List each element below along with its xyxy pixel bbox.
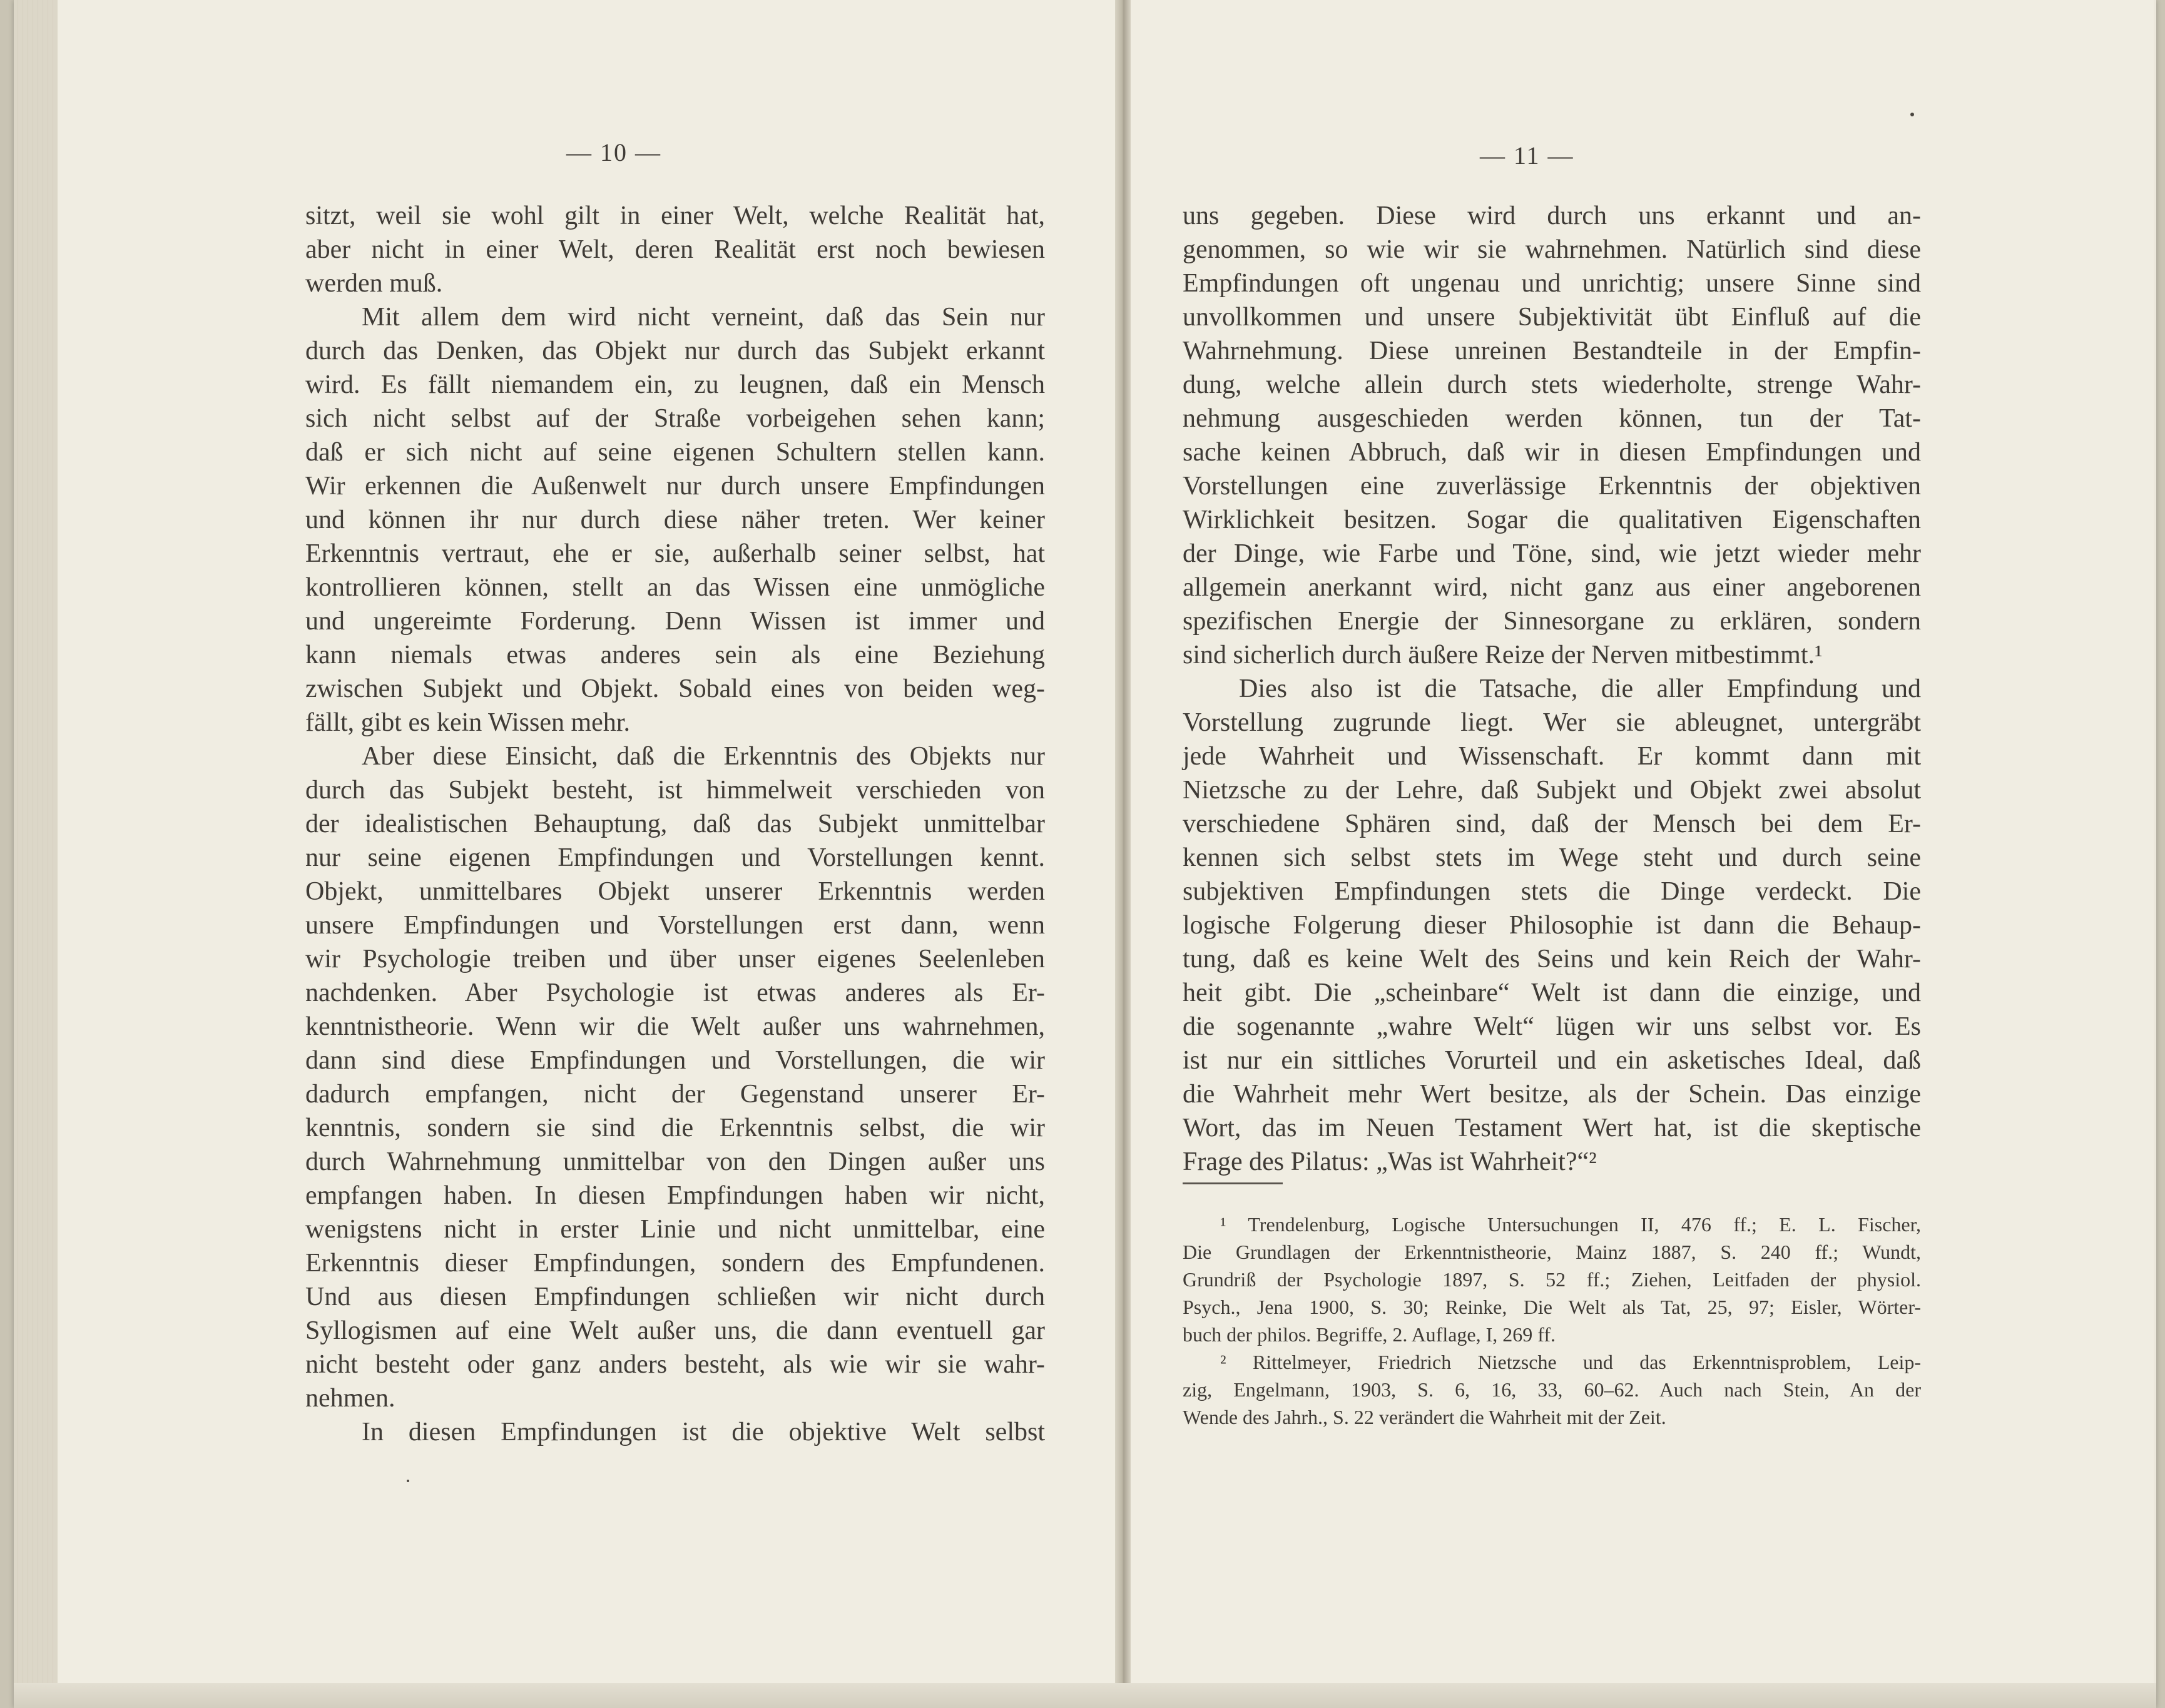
footnote-divider	[1183, 1182, 1283, 1184]
text-line: sind sicherlich durch äußere Reize der Nerven mitbestimmt.¹	[1183, 641, 1823, 669]
text-line: subjektiven Empfindungen stets die Dinge verdeckt. Die	[1183, 877, 1921, 906]
text-line: In diesen Empfindungen ist die objektive Welt selbst	[362, 1418, 1045, 1446]
text-line: wir Psychologie treiben und über unser eigenes Seelenleben	[305, 945, 1045, 973]
text-line: dung, welche allein durch stets wiederholte, strenge Wahr-	[1183, 370, 1921, 399]
text-line: dadurch empfangen, nicht der Gegenstand unserer Er-	[305, 1080, 1045, 1109]
text-line: Wort, das im Neuen Testament Wert hat, ist die skeptische	[1183, 1114, 1921, 1142]
text-line: nehmen.	[305, 1384, 395, 1413]
left-page-body	[305, 199, 1045, 1449]
page-stack-edge	[14, 0, 58, 1708]
text-line: wird. Es fällt niemandem ein, zu leugnen, daß ein Mensch	[305, 370, 1045, 399]
text-line: sich nicht selbst auf der Straße vorbeigehen sehen kann;	[305, 404, 1045, 433]
text-line: empfangen haben. In diesen Empfindungen haben wir nicht,	[305, 1181, 1045, 1210]
text-line: kann niemals etwas anderes sein als eine Beziehung	[305, 641, 1045, 669]
footnote-line: ² Rittelmeyer, Friedrich Nietzsche und das Erkenntnisproblem, Leip-	[1220, 1351, 1921, 1373]
text-line: unsere Empfindungen und Vorstellungen erst dann, wenn	[305, 911, 1045, 940]
text-line: der Dinge, wie Farbe und Töne, sind, wie jetzt wieder mehr	[1183, 539, 1921, 568]
text-line: nachdenken. Aber Psychologie ist etwas anderes als Er-	[305, 979, 1045, 1007]
text-line: Nietzsche zu der Lehre, daß Subjekt und Objekt zwei absolut	[1183, 776, 1921, 805]
text-line: nicht besteht oder ganz anders besteht, als wie wir sie wahr-	[305, 1350, 1045, 1379]
text-line: nur seine eigenen Empfindungen und Vorstellungen kennt.	[305, 843, 1045, 872]
text-line: uns gegeben. Diese wird durch uns erkannt und an-	[1183, 201, 1921, 230]
text-line: kennen sich selbst stets im Wege steht und durch seine	[1183, 843, 1921, 872]
footnote-line: Die Grundlagen der Erkenntnistheorie, Mainz 1887, S. 240 ff.; Wundt,	[1183, 1241, 1921, 1263]
text-line: und können ihr nur durch diese näher treten. Wer keiner	[305, 506, 1045, 534]
text-line: durch Wahrnehmung unmittelbar von den Dingen außer uns	[305, 1147, 1045, 1176]
text-line: verschiedene Sphären sind, daß der Mensch bei dem Er-	[1183, 810, 1921, 838]
text-line: fällt, gibt es kein Wissen mehr.	[305, 708, 630, 737]
text-line: unvollkommen und unsere Subjektivität übt Einfluß auf die	[1183, 303, 1921, 332]
bottom-page-edge	[14, 1683, 2156, 1708]
text-line: Erkenntnis dieser Empfindungen, sondern des Empfundenen.	[305, 1249, 1045, 1278]
text-line: der idealistischen Behauptung, daß das Subjekt unmittelbar	[305, 810, 1045, 838]
print-speck	[1910, 113, 1914, 116]
text-line: kenntnis, sondern sie sind die Erkenntnis selbst, die wir	[305, 1114, 1045, 1142]
text-line: Erkenntnis vertraut, ehe er sie, außerhalb seiner selbst, hat	[305, 539, 1045, 568]
text-line: spezifischen Energie der Sinnesorgane zu erklären, sondern	[1183, 607, 1921, 636]
text-line: Vorstellungen eine zuverlässige Erkenntnis der objektiven	[1183, 472, 1921, 501]
text-line: Syllogismen auf eine Welt außer uns, die dann eventuell gar	[305, 1316, 1045, 1345]
text-line: Und aus diesen Empfindungen schließen wir nicht durch	[305, 1283, 1045, 1311]
text-line: heit gibt. Die „scheinbare“ Welt ist dann die einzige, und	[1183, 979, 1921, 1007]
text-line: wenigstens nicht in erster Linie und nicht unmittelbar, eine	[305, 1215, 1045, 1244]
text-line: Wirklichkeit besitzen. Sogar die qualitativen Eigenschaften	[1183, 506, 1921, 534]
text-line: Wir erkennen die Außenwelt nur durch unsere Empfindungen	[305, 472, 1045, 501]
text-line: Wahrnehmung. Diese unreinen Bestandteile in der Empfin-	[1183, 337, 1921, 365]
text-line: kontrollieren können, stellt an das Wissen eine unmögliche	[305, 573, 1045, 602]
text-line: sache keinen Abbruch, daß wir in diesen Empfindungen und	[1183, 438, 1921, 467]
text-line: durch das Denken, das Objekt nur durch das Subjekt erkannt	[305, 337, 1045, 365]
text-line: logische Folgerung dieser Philosophie ist dann die Behaup-	[1183, 911, 1921, 940]
text-line: aber nicht in einer Welt, deren Realität erst noch bewiesen	[305, 235, 1045, 264]
footnotes	[1183, 1211, 1921, 1431]
text-line: daß er sich nicht auf seine eigenen Schultern stellen kann.	[305, 438, 1045, 467]
footnote-line: ¹ Trendelenburg, Logische Untersuchungen II, 476 ff.; E. L. Fischer,	[1220, 1213, 1921, 1236]
text-line: Empfindungen oft ungenau und unrichtig; unsere Sinne sind	[1183, 269, 1921, 298]
left-page-number: — 10 —	[566, 138, 661, 166]
footnote-line: Wende des Jahrh., S. 22 verändert die Wahrheit mit der Zeit.	[1183, 1406, 1666, 1428]
text-line: genommen, so wie wir sie wahrnehmen. Natürlich sind diese	[1183, 235, 1921, 264]
right-page-body	[1183, 199, 1921, 1179]
text-line: jede Wahrheit und Wissenschaft. Er kommt dann mit	[1183, 742, 1921, 771]
footnote-line: Psych., Jena 1900, S. 30; Reinke, Die Welt als Tat, 25, 97; Eisler, Wörter-	[1183, 1296, 1921, 1318]
text-line: zwischen Subjekt und Objekt. Sobald eines von beiden weg-	[305, 674, 1045, 703]
text-line: Aber diese Einsicht, daß die Erkenntnis des Objekts nur	[362, 742, 1045, 771]
right-page-number: — 11 —	[1480, 141, 1574, 170]
text-line: durch das Subjekt besteht, ist himmelweit verschieden von	[305, 776, 1045, 805]
text-line: Dies also ist die Tatsache, die aller Empfindung und	[1239, 674, 1921, 703]
text-line: ist nur ein sittliches Vorurteil und ein asketisches Ideal, daß	[1183, 1046, 1921, 1075]
text-line: sitzt, weil sie wohl gilt in einer Welt, welche Realität hat,	[305, 201, 1045, 230]
text-line: allgemein anerkannt wird, nicht ganz aus einer angeborenen	[1183, 573, 1921, 602]
text-line: nehmung ausgeschieden werden können, tun der Tat-	[1183, 404, 1921, 433]
footnote-line: Grundriß der Psychologie 1897, S. 52 ff.; Ziehen, Leitfaden der physiol.	[1183, 1268, 1921, 1291]
book-gutter	[1115, 0, 1131, 1708]
print-speck	[407, 1480, 409, 1482]
text-line: die sogenannte „wahre Welt“ lügen wir uns selbst vor. Es	[1183, 1012, 1921, 1041]
footnote-line: buch der philos. Begriffe, 2. Auflage, I, 269 ff.	[1183, 1323, 1556, 1346]
text-line: Frage des Pilatus: „Was ist Wahrheit?“²	[1183, 1147, 1597, 1176]
text-line: Mit allem dem wird nicht verneint, daß das Sein nur	[362, 303, 1045, 332]
text-line: Vorstellung zugrunde liegt. Wer sie ableugnet, untergräbt	[1183, 708, 1921, 737]
text-line: und ungereimte Forderung. Denn Wissen ist immer und	[305, 607, 1045, 636]
text-line: kenntnistheorie. Wenn wir die Welt außer uns wahrnehmen,	[305, 1012, 1045, 1041]
text-line: Objekt, unmittelbares Objekt unserer Erkenntnis werden	[305, 877, 1045, 906]
text-line: tung, daß es keine Welt des Seins und kein Reich der Wahr-	[1183, 945, 1921, 973]
footnote-line: zig, Engelmann, 1903, S. 6, 16, 33, 60–62. Auch nach Stein, An der	[1183, 1378, 1921, 1401]
text-line: die Wahrheit mehr Wert besitze, als der Schein. Das einzige	[1183, 1080, 1921, 1109]
text-line: werden muß.	[305, 269, 443, 298]
text-line: dann sind diese Empfindungen und Vorstellungen, die wir	[305, 1046, 1045, 1075]
